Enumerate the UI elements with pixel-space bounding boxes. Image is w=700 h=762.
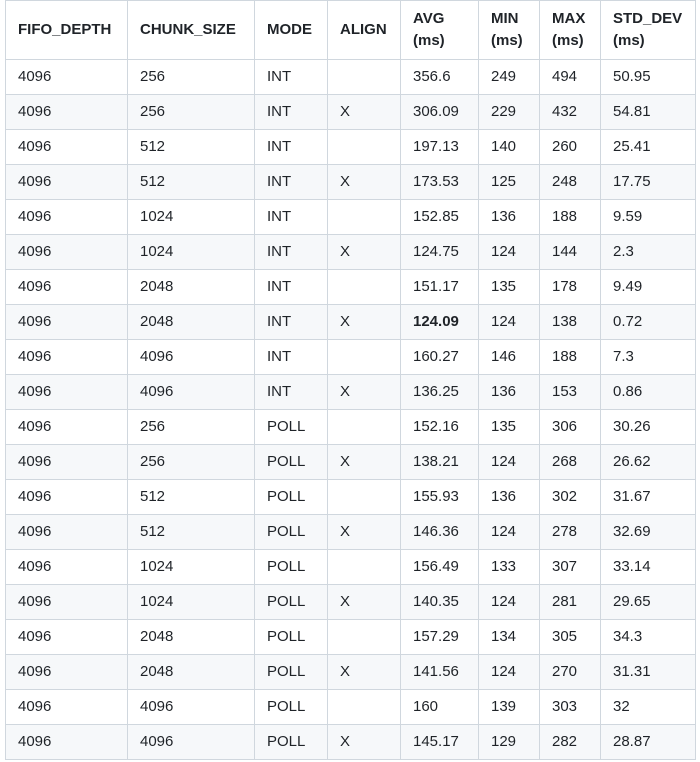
table-row [6, 410, 696, 445]
cell-align [328, 130, 401, 165]
cell-chunk-size: 256 [128, 60, 255, 95]
table-row [6, 130, 696, 165]
cell-avg: 138.21 [401, 445, 479, 480]
cell-max: 278 [540, 515, 601, 550]
cell-avg: 152.16 [401, 410, 479, 445]
cell-std-dev: 25.41 [601, 130, 696, 165]
table-row [6, 480, 696, 515]
cell-min: 124 [479, 515, 540, 550]
cell-chunk-size: 512 [128, 515, 255, 550]
cell-std-dev: 30.26 [601, 410, 696, 445]
cell-min: 124 [479, 655, 540, 690]
cell-max: 268 [540, 445, 601, 480]
cell-mode: POLL [255, 620, 328, 655]
cell-max: 281 [540, 585, 601, 620]
cell-min: 129 [479, 725, 540, 760]
cell-mode: POLL [255, 725, 328, 760]
cell-mode: INT [255, 375, 328, 410]
table-row [6, 515, 696, 550]
cell-max: 260 [540, 130, 601, 165]
cell-std-dev: 31.67 [601, 480, 696, 515]
cell-min: 124 [479, 585, 540, 620]
cell-chunk-size: 512 [128, 480, 255, 515]
cell-avg: 141.56 [401, 655, 479, 690]
cell-avg: 155.93 [401, 480, 479, 515]
cell-chunk-size: 2048 [128, 305, 255, 340]
table-row [6, 340, 696, 375]
cell-align [328, 480, 401, 515]
cell-fifo-depth: 4096 [6, 60, 128, 95]
cell-min: 125 [479, 165, 540, 200]
cell-max: 144 [540, 235, 601, 270]
cell-std-dev: 9.49 [601, 270, 696, 305]
cell-mode: POLL [255, 515, 328, 550]
cell-mode: INT [255, 305, 328, 340]
cell-align [328, 620, 401, 655]
cell-chunk-size: 256 [128, 445, 255, 480]
cell-avg: 173.53 [401, 165, 479, 200]
cell-min: 135 [479, 270, 540, 305]
cell-mode: INT [255, 95, 328, 130]
cell-max: 432 [540, 95, 601, 130]
cell-avg: 156.49 [401, 550, 479, 585]
table-row [6, 305, 696, 340]
cell-std-dev: 29.65 [601, 585, 696, 620]
cell-align: X [328, 725, 401, 760]
cell-max: 305 [540, 620, 601, 655]
table-body [6, 60, 696, 760]
cell-max: 303 [540, 690, 601, 725]
cell-min: 249 [479, 60, 540, 95]
cell-fifo-depth: 4096 [6, 690, 128, 725]
table-row [6, 200, 696, 235]
cell-chunk-size: 512 [128, 165, 255, 200]
table-row [6, 585, 696, 620]
cell-std-dev: 17.75 [601, 165, 696, 200]
header-std-dev: STD_DEV (ms) [601, 1, 696, 60]
cell-avg: 152.85 [401, 200, 479, 235]
cell-min: 140 [479, 130, 540, 165]
cell-align: X [328, 515, 401, 550]
cell-align [328, 340, 401, 375]
header-avg: AVG (ms) [401, 1, 479, 60]
table-row [6, 60, 696, 95]
header-align: ALIGN [328, 1, 401, 60]
cell-avg: 306.09 [401, 95, 479, 130]
cell-mode: INT [255, 130, 328, 165]
cell-align [328, 200, 401, 235]
cell-mode: POLL [255, 410, 328, 445]
cell-max: 248 [540, 165, 601, 200]
cell-mode: POLL [255, 585, 328, 620]
cell-align: X [328, 445, 401, 480]
cell-fifo-depth: 4096 [6, 410, 128, 445]
cell-fifo-depth: 4096 [6, 515, 128, 550]
cell-avg: 197.13 [401, 130, 479, 165]
cell-align: X [328, 585, 401, 620]
cell-min: 134 [479, 620, 540, 655]
cell-min: 124 [479, 445, 540, 480]
cell-avg: 124.09 [401, 305, 479, 340]
cell-std-dev: 9.59 [601, 200, 696, 235]
cell-mode: INT [255, 200, 328, 235]
cell-chunk-size: 1024 [128, 550, 255, 585]
header-mode: MODE [255, 1, 328, 60]
cell-fifo-depth: 4096 [6, 480, 128, 515]
table-header-row [6, 1, 696, 60]
cell-min: 136 [479, 480, 540, 515]
table-row [6, 690, 696, 725]
cell-chunk-size: 1024 [128, 200, 255, 235]
cell-min: 124 [479, 235, 540, 270]
cell-avg: 140.35 [401, 585, 479, 620]
cell-fifo-depth: 4096 [6, 550, 128, 585]
cell-min: 229 [479, 95, 540, 130]
cell-max: 153 [540, 375, 601, 410]
cell-max: 494 [540, 60, 601, 95]
benchmark-results-table [5, 0, 696, 760]
cell-std-dev: 50.95 [601, 60, 696, 95]
cell-align [328, 410, 401, 445]
cell-avg: 146.36 [401, 515, 479, 550]
cell-avg: 124.75 [401, 235, 479, 270]
cell-mode: INT [255, 165, 328, 200]
cell-fifo-depth: 4096 [6, 130, 128, 165]
table-row [6, 235, 696, 270]
cell-fifo-depth: 4096 [6, 340, 128, 375]
cell-align: X [328, 165, 401, 200]
cell-max: 188 [540, 340, 601, 375]
cell-fifo-depth: 4096 [6, 235, 128, 270]
table-row [6, 95, 696, 130]
cell-fifo-depth: 4096 [6, 305, 128, 340]
cell-fifo-depth: 4096 [6, 95, 128, 130]
cell-align [328, 270, 401, 305]
cell-std-dev: 0.72 [601, 305, 696, 340]
cell-align: X [328, 655, 401, 690]
table-row [6, 165, 696, 200]
cell-std-dev: 32 [601, 690, 696, 725]
cell-mode: INT [255, 340, 328, 375]
header-chunk-size: CHUNK_SIZE [128, 1, 255, 60]
cell-max: 302 [540, 480, 601, 515]
cell-max: 270 [540, 655, 601, 690]
cell-min: 124 [479, 305, 540, 340]
header-max: MAX (ms) [540, 1, 601, 60]
cell-avg: 151.17 [401, 270, 479, 305]
cell-chunk-size: 1024 [128, 585, 255, 620]
cell-mode: POLL [255, 445, 328, 480]
cell-min: 136 [479, 200, 540, 235]
cell-chunk-size: 2048 [128, 270, 255, 305]
cell-align: X [328, 235, 401, 270]
cell-align [328, 690, 401, 725]
cell-align [328, 550, 401, 585]
cell-mode: POLL [255, 690, 328, 725]
cell-std-dev: 7.3 [601, 340, 696, 375]
cell-mode: POLL [255, 480, 328, 515]
cell-chunk-size: 4096 [128, 340, 255, 375]
cell-max: 307 [540, 550, 601, 585]
cell-min: 136 [479, 375, 540, 410]
cell-avg: 136.25 [401, 375, 479, 410]
cell-max: 178 [540, 270, 601, 305]
cell-avg: 145.17 [401, 725, 479, 760]
cell-align: X [328, 95, 401, 130]
cell-min: 133 [479, 550, 540, 585]
table-row [6, 445, 696, 480]
cell-chunk-size: 256 [128, 410, 255, 445]
cell-chunk-size: 4096 [128, 375, 255, 410]
cell-align [328, 60, 401, 95]
table-row [6, 375, 696, 410]
cell-min: 146 [479, 340, 540, 375]
cell-fifo-depth: 4096 [6, 375, 128, 410]
cell-mode: INT [255, 60, 328, 95]
cell-fifo-depth: 4096 [6, 445, 128, 480]
cell-fifo-depth: 4096 [6, 270, 128, 305]
cell-std-dev: 26.62 [601, 445, 696, 480]
cell-std-dev: 32.69 [601, 515, 696, 550]
cell-min: 139 [479, 690, 540, 725]
cell-fifo-depth: 4096 [6, 585, 128, 620]
header-min: MIN (ms) [479, 1, 540, 60]
cell-chunk-size: 2048 [128, 655, 255, 690]
cell-mode: POLL [255, 655, 328, 690]
cell-mode: INT [255, 270, 328, 305]
cell-fifo-depth: 4096 [6, 620, 128, 655]
table-row [6, 620, 696, 655]
cell-max: 306 [540, 410, 601, 445]
cell-avg: 356.6 [401, 60, 479, 95]
cell-max: 188 [540, 200, 601, 235]
cell-std-dev: 2.3 [601, 235, 696, 270]
cell-fifo-depth: 4096 [6, 200, 128, 235]
cell-mode: INT [255, 235, 328, 270]
cell-mode: POLL [255, 550, 328, 585]
cell-min: 135 [479, 410, 540, 445]
cell-std-dev: 31.31 [601, 655, 696, 690]
cell-fifo-depth: 4096 [6, 165, 128, 200]
cell-align: X [328, 305, 401, 340]
cell-avg: 157.29 [401, 620, 479, 655]
header-fifo-depth: FIFO_DEPTH [6, 1, 128, 60]
cell-std-dev: 0.86 [601, 375, 696, 410]
cell-align: X [328, 375, 401, 410]
cell-std-dev: 33.14 [601, 550, 696, 585]
cell-chunk-size: 4096 [128, 690, 255, 725]
cell-avg: 160.27 [401, 340, 479, 375]
cell-chunk-size: 256 [128, 95, 255, 130]
cell-std-dev: 28.87 [601, 725, 696, 760]
table-row [6, 550, 696, 585]
table-row [6, 725, 696, 760]
cell-std-dev: 34.3 [601, 620, 696, 655]
cell-chunk-size: 4096 [128, 725, 255, 760]
table-row [6, 270, 696, 305]
cell-fifo-depth: 4096 [6, 655, 128, 690]
table-row [6, 655, 696, 690]
cell-chunk-size: 1024 [128, 235, 255, 270]
cell-max: 138 [540, 305, 601, 340]
cell-fifo-depth: 4096 [6, 725, 128, 760]
cell-chunk-size: 512 [128, 130, 255, 165]
cell-chunk-size: 2048 [128, 620, 255, 655]
cell-max: 282 [540, 725, 601, 760]
cell-avg: 160 [401, 690, 479, 725]
cell-std-dev: 54.81 [601, 95, 696, 130]
